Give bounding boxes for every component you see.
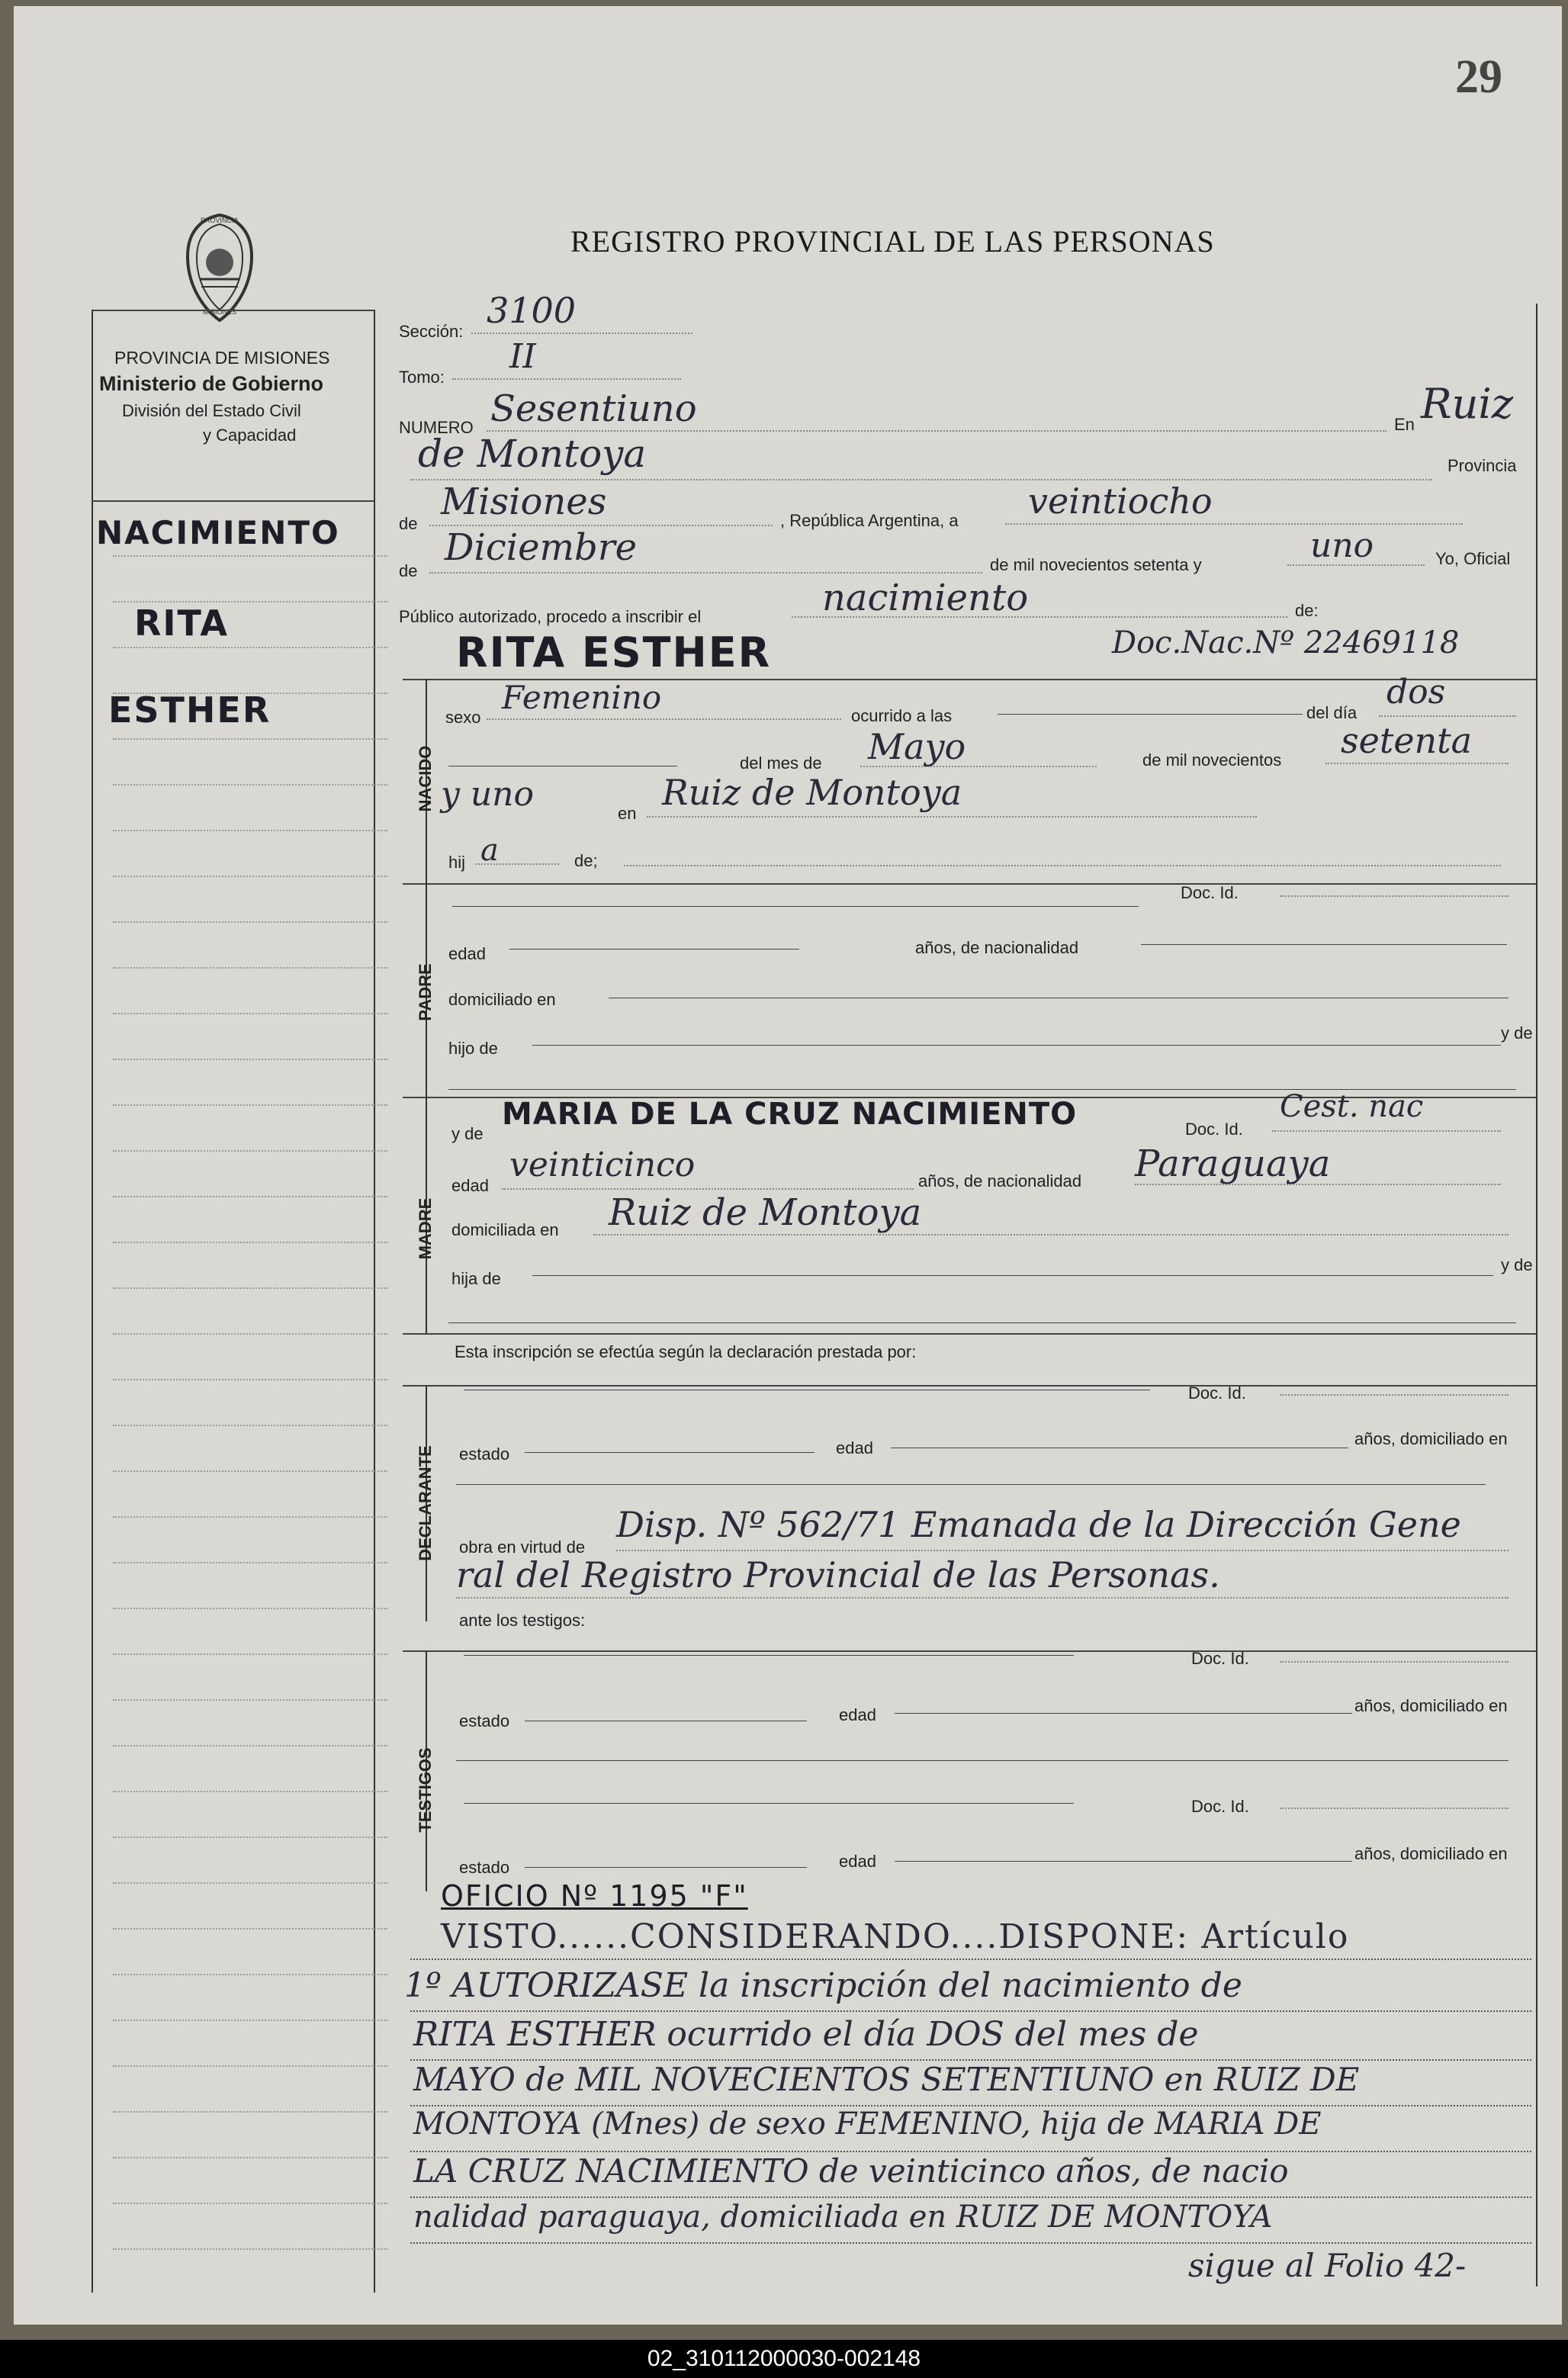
label-obra: obra en virtud de [459,1538,586,1557]
seccion-value: 3100 [487,290,577,331]
doc-nac-value: Doc.Nac.Nº 22469118 [1112,625,1460,660]
tomo-value: II [509,337,536,376]
seal-text-bottom: MISIONES [203,308,237,316]
mes-value: Mayo [868,726,966,767]
label-domiciliada: domiciliada en [451,1220,559,1239]
numero-value: Sesentiuno [490,387,697,430]
document-page [14,6,1562,2325]
annotation-sigue: sigue al Folio 42- [1188,2247,1467,2284]
madre-nombre-value: MARIA DE LA CRUZ NACIMIENTO [502,1097,1078,1132]
madre-doc-value: Cest. nac [1280,1089,1424,1124]
label-anos-dom-testigo-2: años, domiciliado en [1354,1844,1508,1863]
label-del-mes: del mes de [740,754,822,773]
label-doc-id-declarante: Doc. Id. [1188,1383,1246,1403]
label-anos-nac-padre: años, de nacionalidad [915,938,1079,957]
hija-suffix-value: a [480,833,499,868]
section-declarante: DECLARANTE [416,1445,435,1561]
section-nacido: NACIDO [416,745,435,812]
annotation-line-3: RITA ESTHER ocurrido el día DOS del mes de [413,2015,1199,2054]
madre-edad-value: veinticinco [509,1146,696,1184]
label-de-colon: de: [1295,601,1319,620]
label-doc-id-padre: Doc. Id. [1181,883,1239,902]
dia-value: dos [1386,673,1446,712]
label-mil-2: de mil novecientos [1142,750,1282,770]
footer-id: 02_310112000030-002148 [0,2340,1568,2378]
annotation-line-2: 1º AUTORIZASE la inscripción del nacimiento de [404,1966,1242,2005]
lugar-value-1: Ruiz [1421,380,1514,428]
label-sexo: sexo [445,708,481,727]
label-y-de-padre: y de [1501,1024,1533,1043]
office-line-2: Ministerio de Gobierno [99,372,324,395]
madre-nacionalidad-value: Paraguaya [1135,1142,1331,1185]
label-edad-testigo-1: edad [839,1705,876,1724]
oficio-number: OFICIO Nº 1195 "F" [441,1879,748,1913]
madre-domicilio-value: Ruiz de Montoya [609,1191,922,1234]
seal-text-top: PROVINCIA [201,217,239,224]
virtud-value-1: Disp. Nº 562/71 Emanada de la Dirección Gene [616,1504,1461,1545]
label-doc-id-madre: Doc. Id. [1185,1120,1243,1139]
section-padre: PADRE [416,963,435,1021]
label-seccion: Sección: [399,322,464,341]
label-yo-oficial: Yo, Oficial [1435,549,1511,568]
label-domiciliado-padre: domiciliado en [448,990,556,1009]
label-estado-declarante: estado [459,1444,510,1464]
label-ocurrido: ocurrido a las [851,706,953,725]
label-estado-testigo-1: estado [459,1711,510,1730]
mes-inscripcion-value: Diciembre [445,526,638,569]
label-edad-testigo-2: edad [839,1852,876,1871]
label-edad-madre: edad [451,1176,489,1195]
annotation-line-5: MONTOYA (Mnes) de sexo FEMENINO, hija de MARIA DE [413,2106,1322,2142]
label-doc-id-testigo-2: Doc. Id. [1191,1797,1249,1816]
page-title: REGISTRO PROVINCIAL DE LAS PERSONAS [570,224,1215,259]
dia-inscripcion-value: veintiocho [1028,480,1213,522]
label-provincia: Provincia [1448,456,1517,475]
label-hija-de: hija de [451,1269,501,1288]
lugar-nac-value: Ruiz de Montoya [662,772,962,813]
label-de-2: de [399,561,418,580]
lugar-value-2: de Montoya [418,432,647,476]
label-esta-inscripcion: Esta inscripción se efectúa según la declaración prestada por: [455,1342,917,1361]
annotation-line-1: VISTO......CONSIDERANDO....DISPONE: Artículo [441,1917,1350,1956]
label-ante-testigos: ante los testigos: [459,1611,586,1630]
label-del-dia: del día [1306,703,1358,722]
sexo-value: Femenino [502,679,662,716]
label-edad-padre: edad [448,944,486,963]
anio-value: uno [1310,526,1374,565]
label-en-2: en [618,804,637,823]
section-testigos: TESTIGOS [416,1747,435,1833]
margin-name-1: RITA [134,603,229,644]
label-anos-nac-madre: años, de nacionalidad [918,1171,1082,1191]
label-edad-declarante: edad [836,1438,873,1457]
office-line-1: PROVINCIA DE MISIONES [114,348,330,368]
label-estado-testigo-2: estado [459,1858,510,1877]
margin-name-2: ESTHER [108,689,272,731]
label-en: En [1394,415,1415,434]
label-republica: , República Argentina, a [780,511,959,530]
office-line-4: y Capacidad [203,426,297,445]
annotation-line-6: LA CRUZ NACIMIENTO de veinticinco años, de nacio [413,2152,1289,2190]
label-doc-id-testigo-1: Doc. Id. [1191,1649,1249,1668]
page-number: 29 [1455,51,1502,103]
annotation-line-7: nalidad paraguaya, domiciliada en RUIZ DE MONTOYA [413,2200,1273,2235]
label-y-de-madre-2: y de [1501,1255,1533,1274]
nombre-value: RITA ESTHER [456,628,772,676]
margin-type: NACIMIENTO [96,514,340,551]
label-de-1: de [399,514,418,533]
label-y-de-madre: y de [451,1124,484,1143]
anio-nac-value-2: y uno [441,775,535,814]
label-hij: hij [448,853,466,872]
section-madre: MADRE [416,1197,435,1260]
provincia-value: Misiones [441,480,607,523]
label-tomo: Tomo: [399,368,445,387]
annotation-line-4: MAYO de MIL NOVECIENTOS SETENTIUNO en RUIZ DE [413,2061,1360,2098]
label-publico: Público autorizado, procedo a inscribir el [399,607,702,626]
label-mil: de mil novecientos setenta y [990,555,1202,574]
virtud-value-2: ral del Registro Provincial de las Personas. [456,1554,1220,1596]
label-anos-dom-declarante: años, domiciliado en [1354,1429,1508,1448]
anio-nac-value-1: setenta [1341,720,1473,761]
label-hijo-de: hijo de [448,1039,498,1058]
label-numero: NUMERO [399,418,474,437]
label-anos-dom-testigo-1: años, domiciliado en [1354,1696,1508,1715]
office-line-3: División del Estado Civil [122,401,301,420]
acto-value: nacimiento [822,577,1029,619]
label-de-semi: de; [574,851,598,870]
